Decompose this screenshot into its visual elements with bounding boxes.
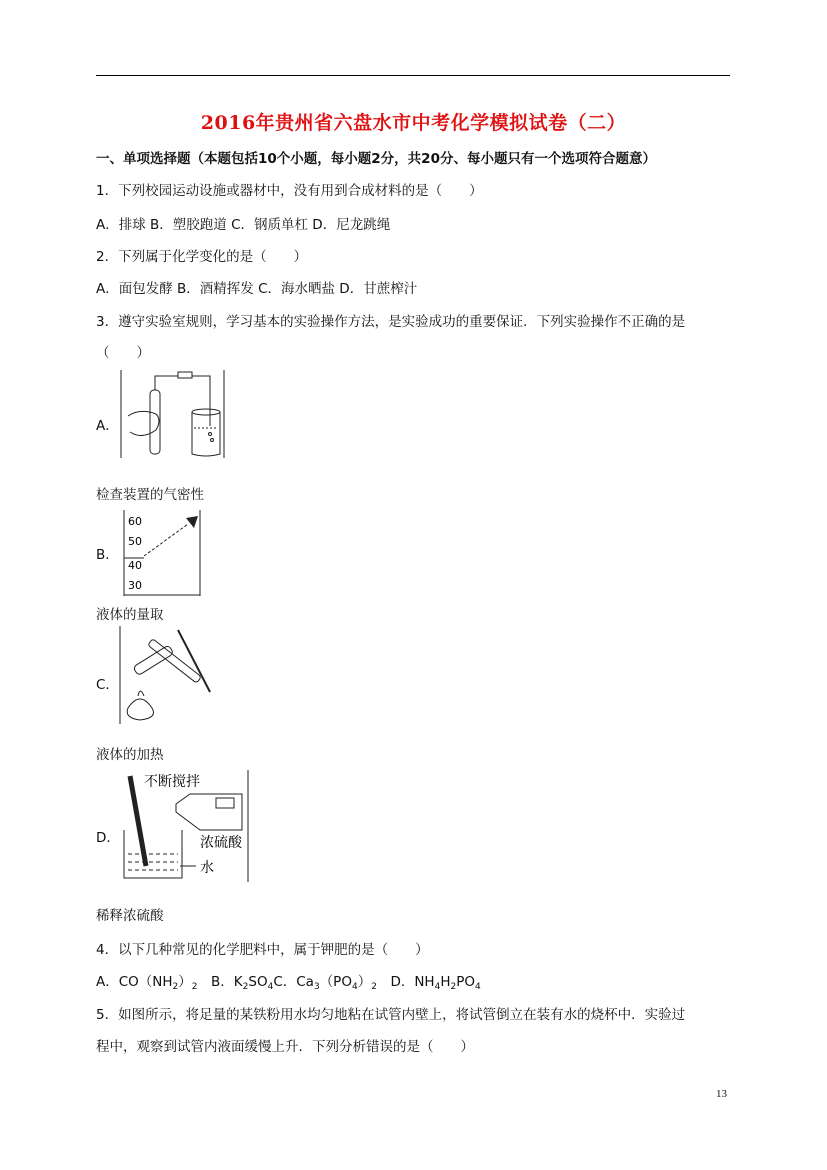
q4-option-a: A．$CO(NH_2)_2$ [96,974,198,992]
q3-option-c-label: C． [96,677,119,693]
q3-option-c-caption: 液体的加热 [96,747,164,763]
q3-stem-line2: （ ） [96,345,150,361]
scale-label-50: 50 [128,535,142,548]
exam-title: 2016年贵州省六盘水市中考化学模拟试卷（二） [200,112,627,134]
q3-option-a-label: A． [96,418,119,434]
q3-option-d-caption: 稀释浓硫酸 [96,908,164,924]
q2-stem: 2．下列属于化学变化的是（ ） [96,249,308,265]
q1-options: A．排球 B．塑胶跑道 C．钢质单杠 D．尼龙跳绳 [96,217,391,233]
q4-stem: 4．以下几种常见的化学肥料中，属于钾肥的是（ ） [96,942,429,958]
q5-stem-line1: 5．如图所示，将足量的某铁粉用水均匀地粘在试管内壁上，将试管倒立在装有水的烧杯中．实验过 [96,1007,686,1023]
graduated-cylinder-figure [120,510,202,596]
q3-option-d-label: D． [96,830,120,846]
q3-option-a-caption: 检查装置的气密性 [96,487,204,503]
q2-options: A．面包发酵 B．酒精挥发 C．海水晒盐 D．甘蔗榨汁 [96,281,418,297]
acid-label: 浓硫酸 [200,835,242,851]
q1-stem: 1．下列校园运动设施或器材中，没有用到合成材料的是（ ） [96,183,483,199]
q4-option-c: C．$Ca_3(PO_4)_2$ [273,974,377,992]
stir-label: 不断搅拌 [144,774,200,790]
q3-option-b-caption: 液体的量取 [96,607,164,623]
section-heading: 一、单项选择题（本题包括10个小题，每小题2分，共20分、每小题只有一个选项符合题意） [96,151,656,167]
q4-options [96,973,481,996]
q3-option-b-label: B． [96,547,119,563]
dilute-sulfuric-acid-figure [120,770,250,882]
q5-stem-line2: 程中，观察到试管内液面缓慢上升．下列分析错误的是（ ） [96,1039,474,1055]
page-number: 13 [716,1088,727,1100]
q3-stem-line1: 3．遵守实验室规则，学习基本的实验操作方法，是实验成功的重要保证．下列实验操作不正确的是 [96,314,686,330]
header-rule [96,75,730,76]
q4-option-d: D．$NH_4H_2PO_4$ [390,974,481,992]
airtightness-check-figure [120,368,226,460]
q4-option-b: B．$K_2SO_4$ [211,974,274,992]
liquid-heating-figure [118,626,214,724]
scale-label-60: 60 [128,515,142,528]
scale-label-40: 40 [128,559,142,572]
scale-label-30: 30 [128,579,142,592]
water-label: 水 [200,860,214,876]
